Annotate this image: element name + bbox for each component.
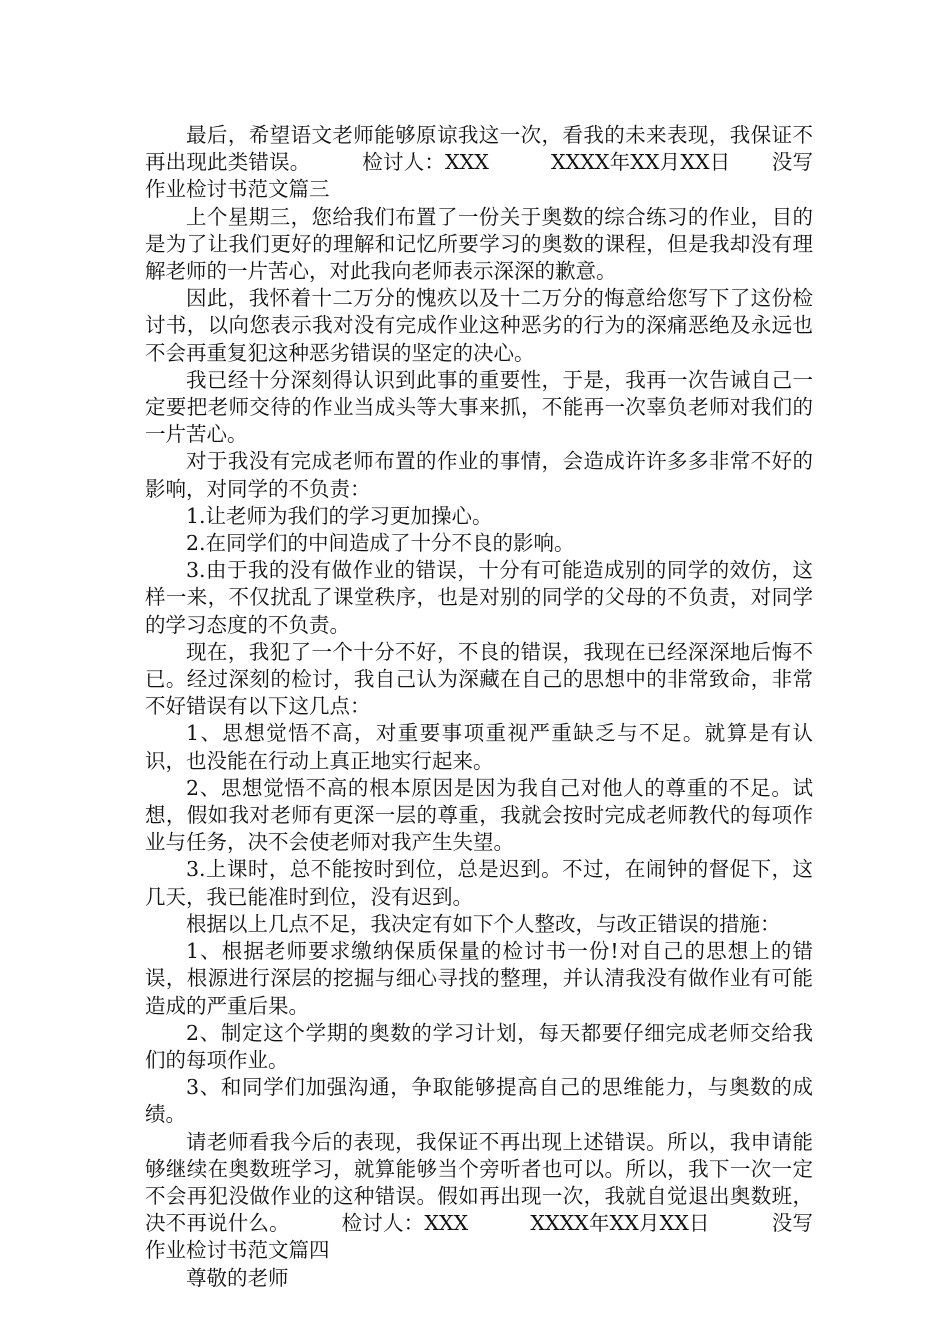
paragraph: 3、和同学们加强沟通，争取能够提高自己的思维能力，与奥数的成绩。 <box>145 1075 813 1127</box>
paragraph: 请老师看我今后的表现，我保证不再出现上述错误。所以，我申请能够继续在奥数班学习，就算能够当个旁听者也可以。所以，我下一次一定不会再犯没做作业的这种错误。假如再出现一次，我就自觉退出奥数班，决不再说什么。 检讨人：XXX XXXX年XX月XX日 没写作业检讨书范文篇四 <box>145 1129 813 1263</box>
paragraph: 1、根据老师要求缴纳保质保量的检讨书一份!对自己的思想上的错误，根源进行深层的挖掘与细心寻找的整理，并认清我没有做作业有可能造成的严重后果。 <box>145 939 813 1018</box>
paragraph: 根据以上几点不足，我决定有如下个人整改，与改正错误的措施： <box>186 911 781 936</box>
paragraph: 上个星期三，您给我们布置了一份关于奥数的综合练习的作业，目的是为了让我们更好的理解和记忆所要学习的奥数的课程，但是我却没有理解老师的一片苦心，对此我向老师表示深深的歉意。 <box>145 204 813 284</box>
paragraph: 3.由于我的没有做作业的错误，十分有可能造成别的同学的效仿，这样一来，不仅扰乱了课堂秩序，也是对别的同学的父母的不负责，对同学的学习态度的不负责。 <box>145 558 813 637</box>
paragraph: 因此，我怀着十二万分的愧疚以及十二万分的悔意给您写下了这份检讨书，以向您表示我对没有完成作业这种恶劣的行为的深痛恶绝及永远也不会再重复犯这种恶劣错误的坚定的决心。 <box>145 286 813 365</box>
paragraph: 最后，希望语文老师能够原谅我这一次，看我的未来表现，我保证不再出现此类错误。 检讨人：XXX XXXX年XX月XX日 没写作业检讨书范文篇三 <box>145 123 813 202</box>
paragraph: 2、思想觉悟不高的根本原因是因为我自己对他人的尊重的不足。试想，假如我对老师有更深一层的尊重，我就会按时完成老师教代的每项作业与任务，决不会使老师对我产生失望。 <box>145 775 813 855</box>
paragraph: 3.上课时，总不能按时到位，总是迟到。不过，在闹钟的督促下，这几天，我已能准时到位，没有迟到。 <box>145 857 813 909</box>
paragraph: 2.在同学们的中间造成了十分不良的影响。 <box>186 531 575 556</box>
document-body <box>145 122 813 1292</box>
paragraph: 1、思想觉悟不高，对重要事项重视严重缺乏与不足。就算是有认识，也没能在行动上真正地实行起来。 <box>145 721 813 773</box>
paragraph: 1.让老师为我们的学习更加操心。 <box>186 503 493 528</box>
paragraph: 我已经十分深刻得认识到此事的重要性，于是，我再一次告诫自己一定要把老师交待的作业当成头等大事来抓，不能再一次辜负老师对我们的一片苦心。 <box>145 367 813 447</box>
paragraph: 对于我没有完成老师布置的作业的事情，会造成许许多多非常不好的影响，对同学的不负责： <box>145 449 813 501</box>
paragraph: 尊敬的老师 <box>186 1265 289 1290</box>
paragraph: 现在，我犯了一个十分不好，不良的错误，我现在已经深深地后悔不已。经过深刻的检讨，我自己认为深藏在自己的思想中的非常致命，非常不好错误有以下这几点： <box>145 639 813 719</box>
paragraph: 2、制定这个学期的奥数的学习计划，每天都要仔细完成老师交给我们的每项作业。 <box>145 1020 813 1072</box>
